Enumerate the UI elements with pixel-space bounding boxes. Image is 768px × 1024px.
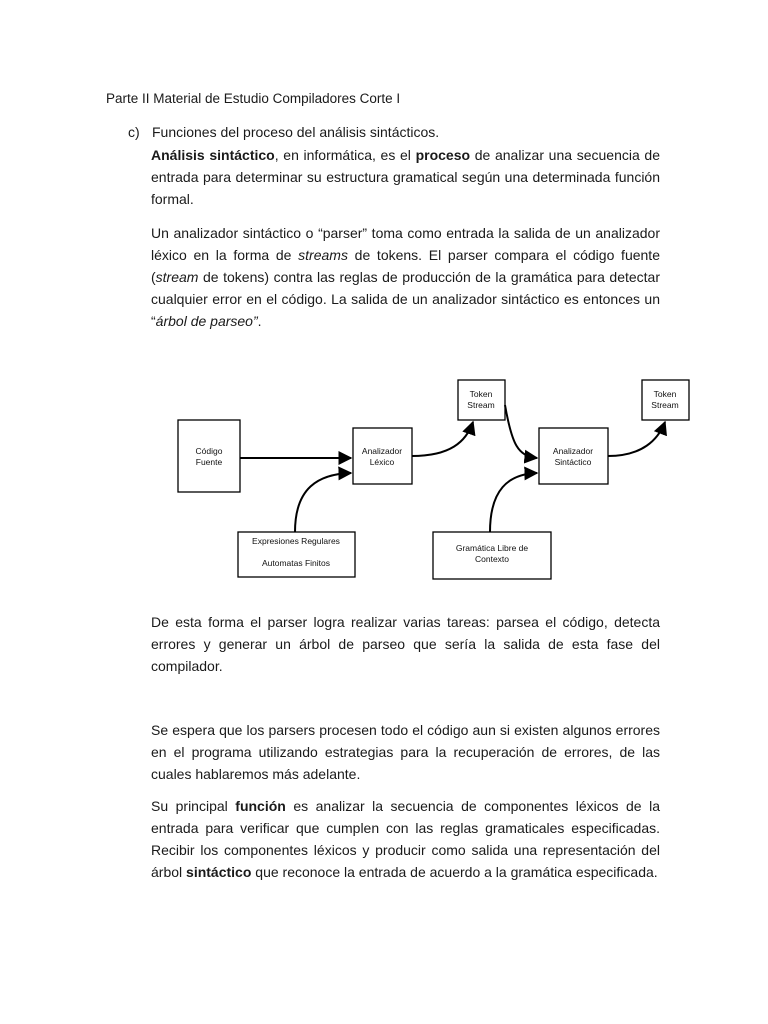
paragraph-tareas: De esta forma el parser logra realizar varias tareas: parsea el código, detecta errores y generar un árbol de parseo que sería la salida de esta fase del compilador. xyxy=(151,614,660,674)
arrow-token-sintactico xyxy=(505,405,537,458)
arrow-expresiones-lexico xyxy=(295,473,351,532)
label-fuente: Fuente xyxy=(195,457,223,467)
term-sintactico: sintáctico xyxy=(186,864,252,880)
term-streams: streams xyxy=(298,247,348,263)
box-analizador-lexico xyxy=(353,428,412,484)
paragraph-parser: Un analizador sintáctico o “parser” toma como entrada la salida de un analizador léxico en la forma de streams de tokens. El parser compara el código fuente (stream de tokens) contra las reglas de producción de la gramática para detectar cualquier error en el código. La salida de un analizador sintáctico es entonces un “árbol de parseo”. xyxy=(151,225,660,329)
term-arbol-de-parseo: árbol de parseo” xyxy=(155,313,258,329)
term-stream: stream xyxy=(155,269,199,285)
section-marker: c) xyxy=(128,124,140,140)
label-lexico: Léxico xyxy=(369,457,395,467)
compiler-flow-diagram xyxy=(170,370,700,595)
label-stream-2: Stream xyxy=(651,400,679,410)
label-token-1: Token xyxy=(469,389,493,399)
term-analisis-sintactico: Análisis sintáctico xyxy=(151,147,275,163)
label-contexto: Contexto xyxy=(474,554,510,564)
term-funcion: función xyxy=(235,798,286,814)
box-codigo-fuente xyxy=(178,420,240,492)
label-expresiones: Expresiones Regulares xyxy=(252,536,340,546)
label-analizador-1: Analizador xyxy=(361,446,403,456)
label-token-2: Token xyxy=(653,389,677,399)
arrow-gramatica-sintactico xyxy=(490,473,537,532)
label-analizador-2: Analizador xyxy=(552,446,594,456)
arrow-lexico-token xyxy=(412,422,473,456)
arrow-sintactico-token xyxy=(608,422,665,456)
paragraph-definition: Análisis sintáctico, en informática, es el proceso de analizar una secuencia de entrada para determinar su estructura gramatical según una determinada función formal. xyxy=(151,147,660,207)
box-analizador-sintactico xyxy=(539,428,608,484)
label-sintactico: Sintáctico xyxy=(554,457,592,467)
term-proceso: proceso xyxy=(415,147,471,163)
section-title: Funciones del proceso del análisis sintácticos. xyxy=(152,124,440,140)
label-gramatica: Gramática Libre de xyxy=(455,543,529,553)
label-automatas: Automatas Finitos xyxy=(261,558,331,568)
section-heading xyxy=(128,124,439,140)
paragraph-funcion: Su principal función es analizar la secuencia de componentes léxicos de la entrada para verificar que cumplen con las reglas gramaticales especificadas. Recibir los componentes léxicos y producir como salida una representación del árbol sintáctico que reconoce la entrada de acuerdo a la gramática especificada. xyxy=(151,798,660,880)
paragraph-recuperacion: Se espera que los parsers procesen todo el código aun si existen algunos errores en el programa utilizando estrategias para la recuperación de errores, de las cuales hablaremos más adelante. xyxy=(151,722,660,782)
document-header: Parte II Material de Estudio Compiladores Corte I xyxy=(106,91,401,106)
label-codigo: Código xyxy=(195,446,223,456)
label-stream-1: Stream xyxy=(467,400,495,410)
